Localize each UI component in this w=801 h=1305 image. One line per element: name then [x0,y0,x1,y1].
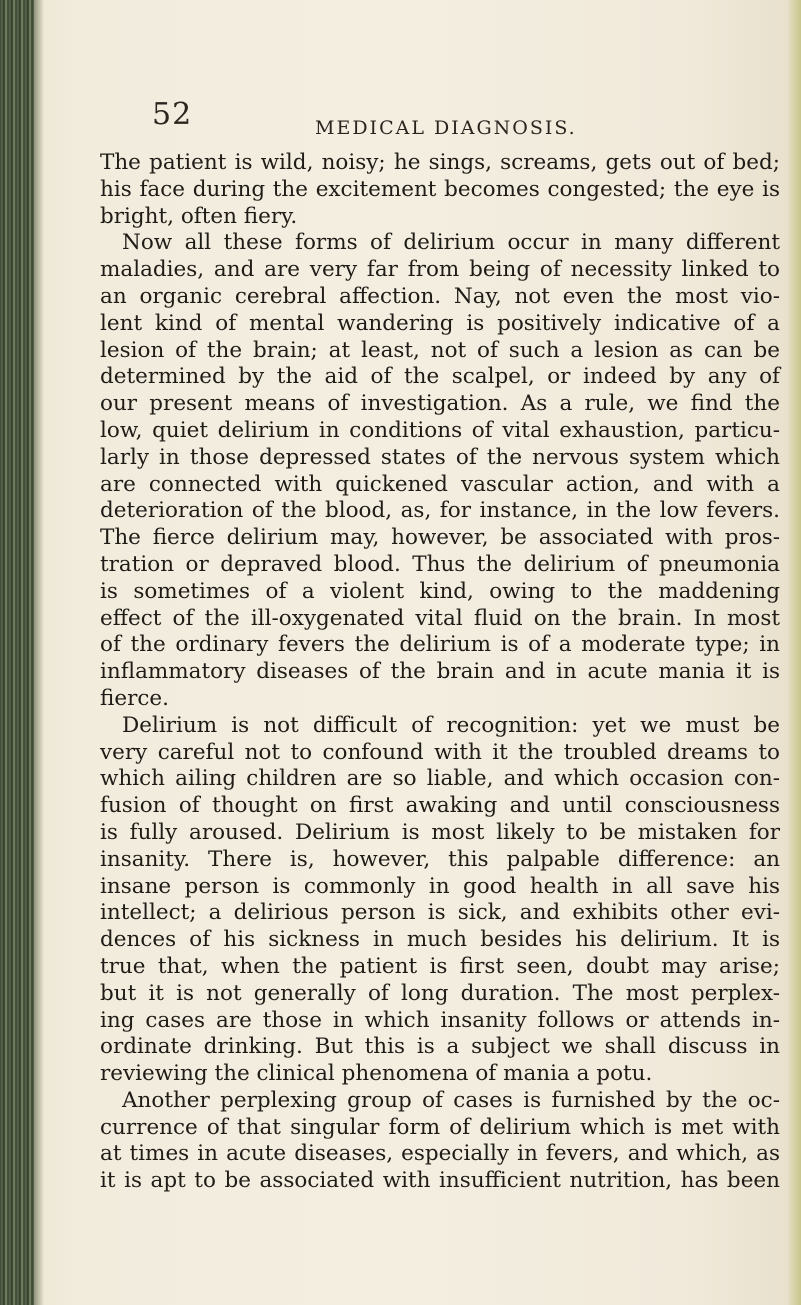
book-binding [0,0,34,1305]
text-line: but it is not generally of long duration. The most perplex- [100,980,780,1006]
text-line: determined by the aid of the scalpel, or indeed by any of [100,364,780,390]
text-line: intellect; a delirious person is sick, and exhibits other evi- [100,900,780,926]
text-line: Delirium is not difficult of recognition: yet we must be [122,712,780,738]
text-line: it is apt to be associated with insufficient nutrition, has been [100,1168,780,1194]
text-line: The patient is wild, noisy; he sings, screams, gets out of bed; [100,150,780,175]
text-line: insanity. There is, however, this palpable difference: an [100,846,780,872]
text-line: of the ordinary fevers the delirium is of a moderate type; in [100,632,780,658]
text-line: low, quiet delirium in conditions of vital exhaustion, particu- [100,417,780,443]
text-line: insane person is commonly in good health in all save his [100,873,780,899]
text-line: dences of his sickness in much besides his delirium. It is [100,927,780,953]
text-line: our present means of investigation. As a rule, we find the [100,391,780,417]
text-line: currence of that singular form of delirium which is met with [100,1114,780,1140]
text-line: bright, often fiery. [100,203,298,229]
text-line: maladies, and are very far from being of necessity linked to [100,257,780,283]
text-line: reviewing the clinical phenomena of mania a potu. [100,1061,653,1087]
text-line: is fully aroused. Delirium is most likely to be mistaken for [100,819,780,845]
text-line: inflammatory diseases of the brain and in acute mania it is [100,659,780,685]
text-line: Now all these forms of delirium occur in many different [122,230,780,256]
text-line: are connected with quickened vascular action, and with a [100,471,780,497]
text-line: lesion of the brain; at least, not of such a lesion as can be [100,337,780,363]
running-head: MEDICAL DIAGNOSIS. [315,117,577,139]
text-line: which ailing children are so liable, and which occasion con- [100,766,780,792]
text-line: fierce. [100,685,169,711]
text-line: deterioration of the blood, as, for instance, in the low fevers. [100,498,780,524]
page-edge [787,0,801,1305]
text-line: tration or depraved blood. Thus the delirium of pneumonia [100,551,780,577]
text-line: lent kind of mental wandering is positively indicative of a [100,310,780,336]
text-line: very careful not to confound with it the troubled dreams to [100,739,780,765]
text-line: at times in acute diseases, especially in fevers, and which, as [100,1141,780,1167]
text-line: an organic cerebral affection. Nay, not even the most vio- [100,283,780,309]
text-line: ing cases are those in which insanity follows or attends in- [100,1007,780,1033]
text-line: fusion of thought on first awaking and until consciousness [100,793,780,819]
page-number: 52 [152,97,193,132]
text-line: true that, when the patient is first seen, doubt may arise; [100,953,780,979]
page-header [0,0,801,140]
text-line: his face during the excitement becomes congested; the eye is [100,176,780,202]
text-line: ordinate drinking. But this is a subject we shall discuss in [100,1034,780,1060]
body-text [100,150,780,1195]
text-line: effect of the ill-oxygenated vital fluid on the brain. In most [100,605,780,631]
text-line: Another perplexing group of cases is furnished by the oc- [122,1087,780,1113]
text-line: larly in those depressed states of the nervous system which [100,444,780,470]
text-line: is sometimes of a violent kind, owing to the maddening [100,578,780,604]
text-line: The fierce delirium may, however, be associated with pros- [100,525,780,551]
